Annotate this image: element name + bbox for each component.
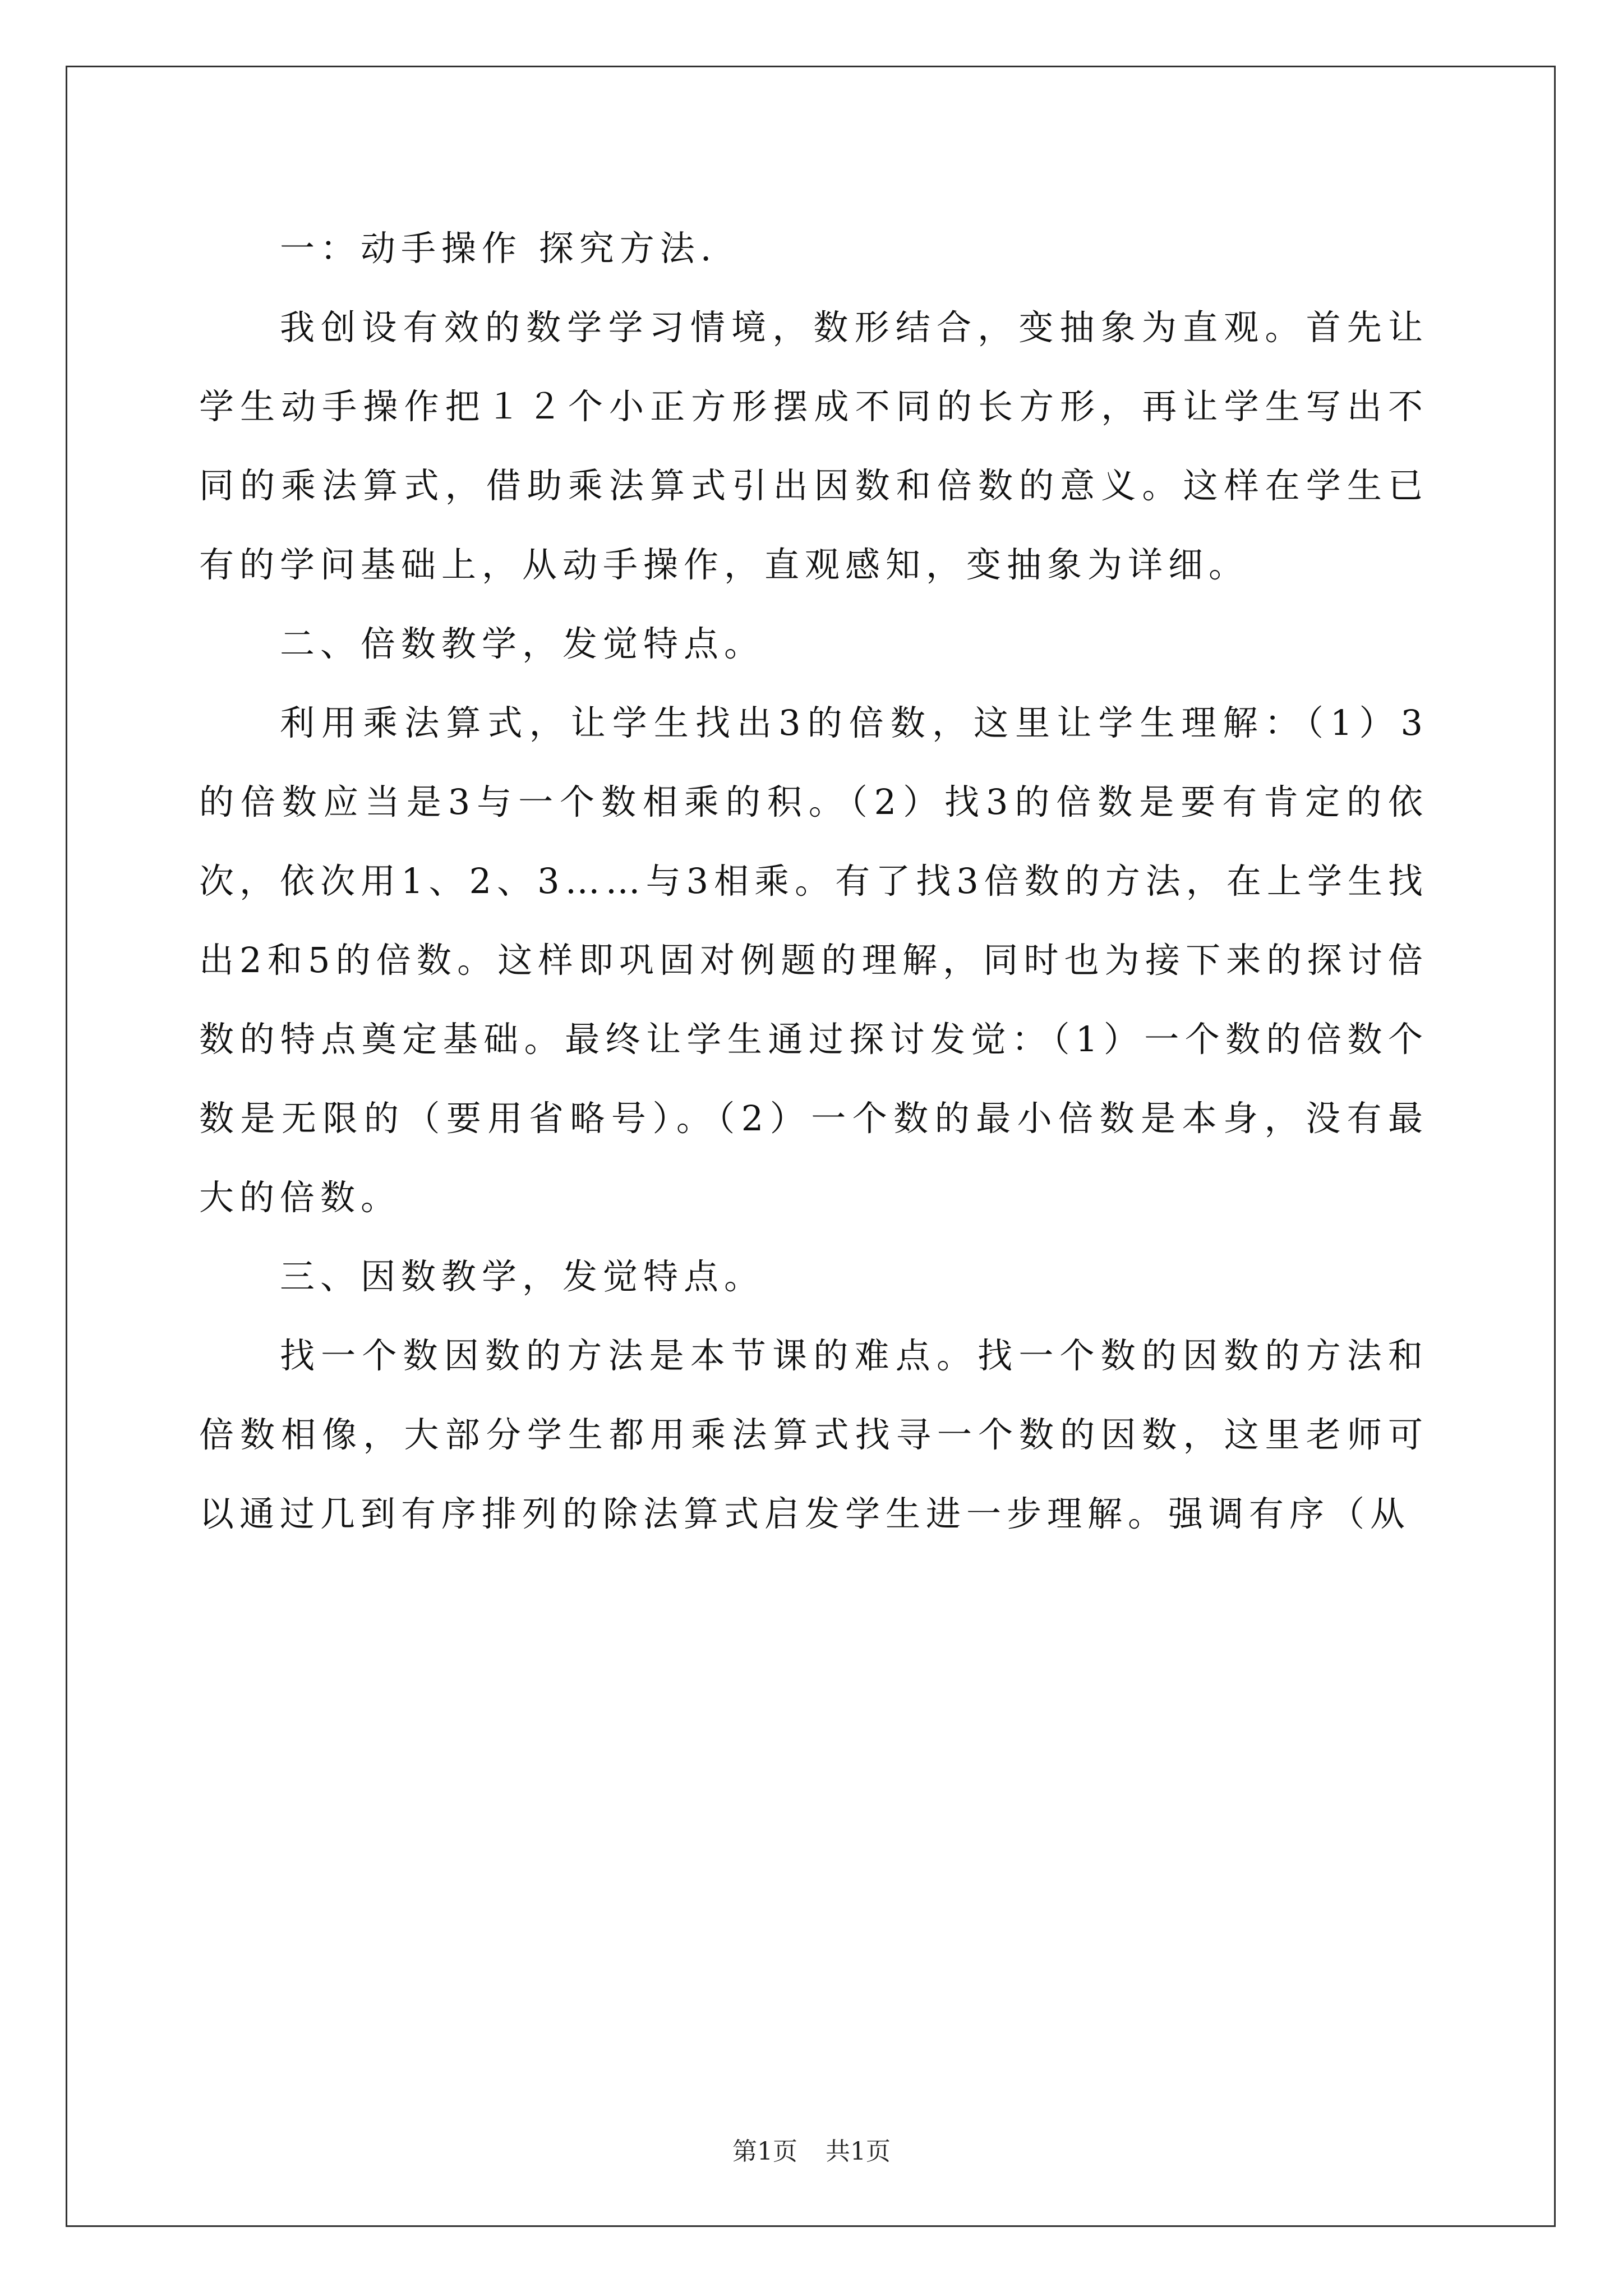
paragraph-heading-3: 三、因数教学，发觉特点。 xyxy=(280,1256,765,1297)
page-number: 第1页 xyxy=(732,2137,797,2166)
document-body xyxy=(199,209,1428,1553)
paragraph-heading-1: 一：动手操作 探究方法. xyxy=(280,228,717,269)
paragraph-2: 利用乘法算式，让学生找出3的倍数，这里让学生理解：（1）3的倍数应当是3与一个数相乘的积。（2）找3的倍数是要有肯定的依次，依次用1、2、3……与3相乘。有了找3倍数的方法，在上学生找出2和5的倍数。这样即巩固对例题的理解，同时也为接下来的探讨倍数的特点奠定基础。最终让学生通过探讨发觉：（1）一个数的倍数个数是无限的（要用省略号）。（2）一个数的最小倍数是本身，没有最大的倍数。 xyxy=(199,702,1428,1218)
page-total: 共1页 xyxy=(826,2137,891,2166)
paragraph-heading-2: 二、倍数教学，发觉特点。 xyxy=(280,623,765,664)
paragraph-1: 我创设有效的数学学习情境，数形结合，变抽象为直观。首先让学生动手操作把１２个小正方形摆成不同的长方形，再让学生写出不同的乘法算式，借助乘法算式引出因数和倍数的意义。这样在学生已有的学问基础上，从动手操作，直观感知，变抽象为详细。 xyxy=(199,307,1428,585)
paragraph-3: 找一个数因数的方法是本节课的难点。找一个数的因数的方法和倍数相像，大部分学生都用乘法算式找寻一个数的因数，这里老师可以通过几到有序排列的除法算式启发学生进一步理解。强调有序（从 xyxy=(199,1335,1428,1534)
page-footer xyxy=(0,2136,1623,2168)
